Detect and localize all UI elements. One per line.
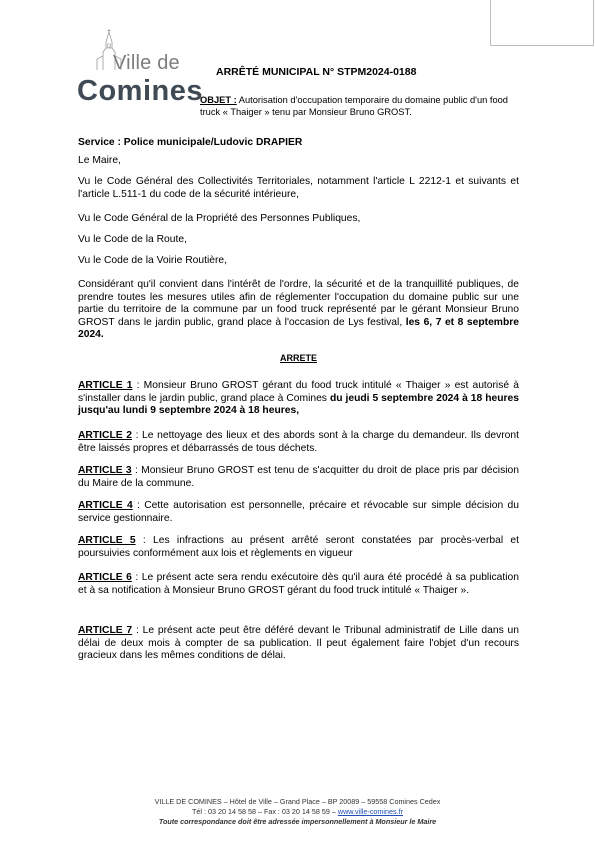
considerant-text: Considérant qu'il convient dans l'intérêt de l'ordre, la sécurité et de la tranquillité publiques, de prendre toutes les mesures utiles afin de réglementer l'occupation du domaine public sur une partie du territoire de la commune par un food truck représenté par le gérant Monsieur Bruno GROST dans le jardin public, grand place à l'occasion de Lys festival, (78, 279, 519, 328)
objet-text: Autorisation d'occupation temporaire du domaine public d'un food truck « Thaiger » tenu par Monsieur Bruno GROST. (200, 95, 508, 117)
article-text: : Le présent acte sera rendu exécutoire dès qu'il aura été procédé à sa publication et à sa notification à Monsieur Bruno GROST gérant du food truck intitulé « Thaiger ». (78, 572, 519, 596)
article-6 (78, 572, 519, 597)
logo-ville-text: Ville de (113, 52, 180, 74)
article-2 (78, 430, 519, 455)
objet-block (200, 94, 530, 118)
article-label: ARTICLE 6 (78, 572, 132, 583)
considerant-paragraph (78, 279, 519, 342)
article-text: : Le nettoyage des lieux et des abords sont à la charge du demandeur. Ils devront être laissés propres et débarrassés de tous déchets. (78, 430, 519, 454)
article-label: ARTICLE 2 (78, 430, 132, 441)
article-label: ARTICLE 1 (78, 380, 133, 391)
article-text: : Monsieur Bruno GROST est tenu de s'acquitter du droit de place pris par décision du Maire de la commune. (78, 465, 519, 489)
article-label: ARTICLE 5 (78, 535, 136, 546)
footer (40, 797, 555, 827)
objet-label: OBJET : (200, 95, 237, 105)
vu-item: Vu le Code de la Voirie Routière, (78, 255, 228, 266)
article-1 (78, 380, 519, 418)
vu-item: Vu le Code de la Route, (78, 234, 187, 245)
le-maire: Le Maire, (78, 155, 121, 166)
footer-address: VILLE DE COMINES – Hôtel de Ville – Grand Place – BP 20089 – 59558 Comines Cedex (154, 797, 441, 806)
article-dates: du jeudi 5 septembre 2024 à 18 heures jusqu'au lundi 9 septembre 2024 à 18 heures, (78, 392, 519, 416)
article-label: ARTICLE 7 (78, 625, 133, 636)
stamp-box (490, 0, 594, 46)
considerant-dates: les 6, 7 et 8 septembre 2024. (78, 316, 519, 340)
article-5 (78, 535, 519, 560)
service-line: Service : Police municipale/Ludovic DRAPIER (78, 137, 303, 148)
article-text: : Le présent acte peut être déféré devant le Tribunal administratif de Lille dans un délai de deux mois à compter de sa publication. Il peut également faire l'objet d'un recours gracieux dans les mêmes conditions de délai. (78, 625, 519, 661)
article-label: ARTICLE 3 (78, 465, 132, 476)
footer-notice: Toute correspondance doit être adressée impersonnellement à Monsieur le Maire (158, 817, 437, 826)
footer-contact (40, 807, 555, 817)
article-text: : Monsieur Bruno GROST gérant du food truck intitulé « Thaiger » est autorisé à s'installer dans le jardin public, grand place à Comines (78, 380, 519, 404)
vu-item: Vu le Code Général des Collectivités Territoriales, notamment l'article L 2212-1 et suivants et l'article L.511-1 du code de la sécurité intérieure, (78, 176, 519, 200)
article-text: : Les infractions au présent arrêté seront constatées par procès-verbal et poursuivies conformément aux lois et règlements en vigueur (78, 535, 519, 559)
document-title: ARRÊTÉ MUNICIPAL N° STPM2024-0188 (216, 66, 417, 78)
arrete-heading: ARRETE (279, 353, 317, 363)
article-3 (78, 465, 519, 490)
article-7 (78, 625, 519, 663)
website-link[interactable]: www.ville-comines.fr (337, 807, 403, 816)
ville-de-comines-logo (77, 28, 203, 108)
article-text: : Cette autorisation est personnelle, précaire et révocable sur simple décision du service gestionnaire. (78, 500, 519, 524)
article-4 (78, 500, 519, 525)
article-label: ARTICLE 4 (78, 500, 133, 511)
logo-comines-text: Comines (77, 75, 203, 107)
footer-phone-fax: Tél : 03 20 14 58 58 – Fax : 03 20 14 58 59 – (192, 807, 338, 816)
vu-item: Vu le Code Général de la Propriété des Personnes Publiques, (78, 213, 361, 224)
